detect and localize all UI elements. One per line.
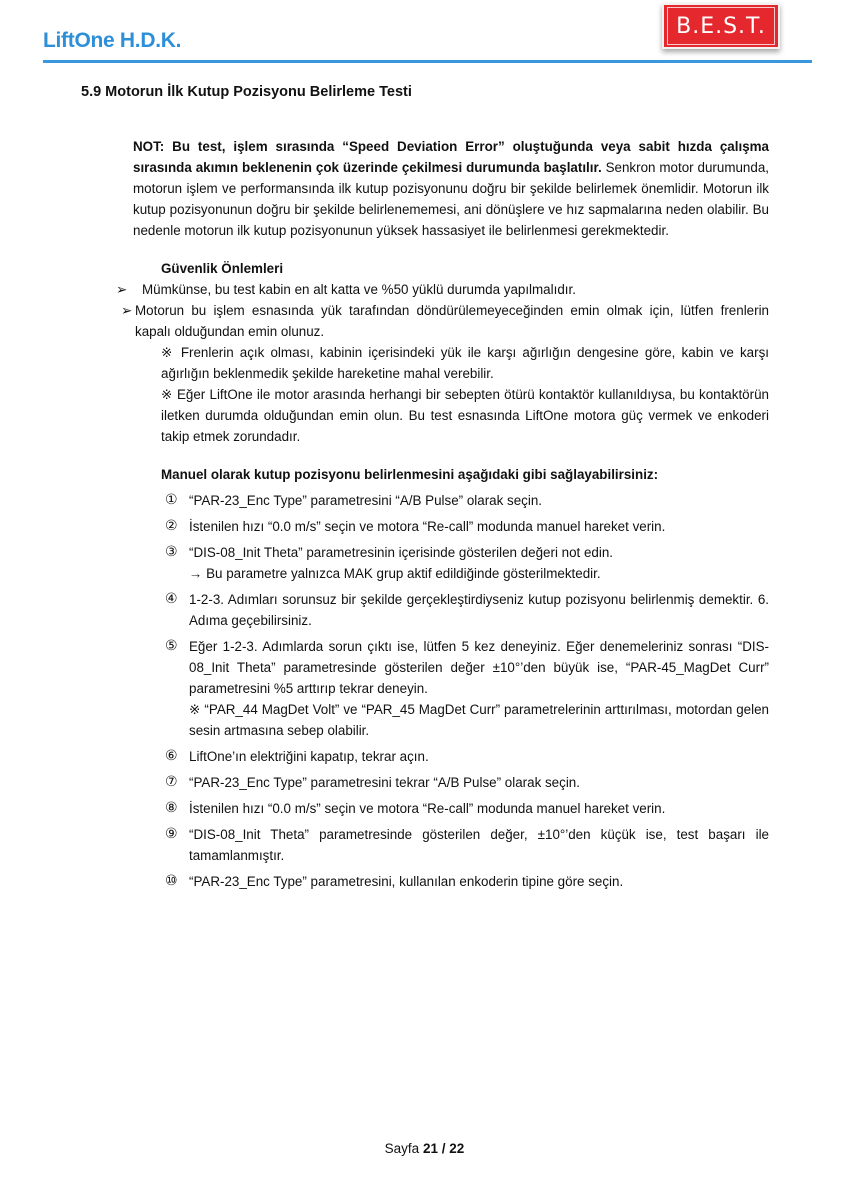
reference-mark-icon: ※ [161, 387, 173, 402]
step-number: ③ [165, 544, 178, 560]
step-number: ⑧ [165, 800, 178, 816]
step-number: ⑨ [165, 826, 178, 842]
page-label: Sayfa [384, 1141, 420, 1156]
step-number: ⑩ [165, 873, 178, 889]
page-separator: / [441, 1141, 446, 1156]
safety-item-text: Mümkünse, bu test kabin en alt katta ve %50 yüklü durumda yapılmalıdır. [142, 282, 576, 297]
page-footer [0, 1141, 849, 1156]
step-8: ⑧ İstenilen hızı “0.0 m/s” seçin ve motora “Re-call” modunda manuel hareket verin. [133, 798, 769, 819]
best-logo [662, 3, 780, 49]
safety-item [116, 279, 769, 300]
step-warning: ※ “PAR_44 MagDet Volt” ve “PAR_45 MagDet Curr” parametrelerinin arttırılması, motordan gelen sesin artmasına sebep olabilir. [189, 702, 769, 738]
arrow-bullet-icon: ➢ [116, 282, 128, 297]
step-4: ④ 1-2-3. Adımları sorunsuz bir şekilde gerçekleştirdiyseniz kutup pozisyonu belirlenmiş demektir. 6. Adıma geçebilirsiniz. [133, 589, 769, 631]
step-7: ⑦ “PAR-23_Enc Type” parametresini tekrar “A/B Pulse” olarak seçin. [133, 772, 769, 793]
note-bold: NOT: Bu test, işlem sırasında “Speed Deviation Error” oluştuğunda veya sabit hızda çalışma sırasında akımın beklenenin çok üzerinde çekilmesi durumunda başlatılır. [133, 139, 769, 175]
logo-text: B.E.S.T. [667, 7, 775, 45]
step-number: ⑦ [165, 774, 178, 790]
step-5: ⑤ Eğer 1-2-3. Adımlarda sorun çıktı ise, lütfen 5 kez deneyiniz. Eğer denemeleriniz sonrası “DIS-08_Init Theta” parametresinde gösterilen değer ±10°’den büyük ise, “PAR-45_MagDet Curr” parametresini %5 arttırıp tekrar deneyin. ※ “PAR_44 MagDet Volt” ve “PAR_45 MagDet Curr” parametrelerinin arttırılması, motordan gelen sesin artmasına sebep olabilir. [133, 636, 769, 741]
step-number: ④ [165, 591, 178, 607]
note-text: Senkron motor durumunda, motorun işlem ve performansında ilk kutup pozisyonunu doğru bir şekilde belirlemek önemlidir. Motorun ilk kutup pozisyonunun doğru bir şekilde belirlenememesi, ani dönüşlere ve hız sapmalarına neden olabilir. Bu nedenle motorun ilk kutup pozisyonunun yüksek hassasiyet ile belirlenmesi gerekmektedir. [133, 160, 769, 238]
step-6: ⑥ LiftOne’ın elektriğini kapatıp, tekrar açın. [133, 746, 769, 767]
safety-note: ※ Eğer LiftOne ile motor arasında herhangi bir sebepten ötürü kontaktör kullanıldıysa, bu kontaktörün iletken durumda olduğundan emin olun. Bu test esnasında LiftOne motora güç vermek ve enkoderi takip etmek zorundadır. [161, 387, 769, 444]
page-total: 22 [449, 1141, 465, 1156]
page-content [116, 136, 770, 892]
safety-title: Güvenlik Önlemleri [161, 261, 284, 276]
step-hint: → Bu parametre yalnızca MAK grup aktif edildiğinde gösterilmektedir. [189, 566, 601, 581]
brand-title: LiftOne H.D.K. [43, 29, 182, 52]
step-2: ② İstenilen hızı “0.0 m/s” seçin ve motora “Re-call” modunda manuel hareket verin. [133, 516, 769, 537]
header-divider [43, 60, 812, 63]
note-paragraph [133, 136, 769, 241]
step-number: ⑥ [165, 748, 178, 764]
arrow-bullet-icon: ➢ [121, 303, 133, 318]
step-number: ① [165, 492, 178, 508]
procedure-title: Manuel olarak kutup pozisyonu belirlenmesini aşağıdaki gibi sağlayabilirsiniz: [161, 467, 659, 482]
step-1: ① “PAR-23_Enc Type” parametresini “A/B Pulse” olarak seçin. [133, 490, 769, 511]
safety-item [121, 300, 769, 342]
safety-item-text: Motorun bu işlem esnasında yük tarafından döndürülemeyeceğinden emin olmak için, lütfen frenlerin kapalı olduğundan emin olunuz. [135, 303, 769, 339]
step-3: ③ “DIS-08_Init Theta” parametresinin içerisinde gösterilen değeri not edin. → Bu parametre yalnızca MAK grup aktif edildiğinde gösterilmektedir. [133, 542, 769, 584]
section-title: 5.9 Motorun İlk Kutup Pozisyonu Belirleme Testi [81, 84, 412, 100]
step-10: ⑩ “PAR-23_Enc Type” parametresini, kullanılan enkoderin tipine göre seçin. [133, 871, 769, 892]
step-number: ② [165, 518, 178, 534]
safety-note: ※ Frenlerin açık olması, kabinin içerisindeki yük ile karşı ağırlığın dengesine göre, kabin ve karşı ağırlığın beklenmedik şekilde hareketine mahal verebilir. [161, 345, 770, 381]
page-current: 21 [422, 1141, 438, 1156]
step-9: ⑨ “DIS-08_Init Theta” parametresinde gösterilen değer, ±10°’den küçük ise, test başarı ile tamamlanmıştır. [133, 824, 769, 866]
reference-mark-icon: ※ [161, 345, 175, 360]
step-number: ⑤ [165, 638, 178, 654]
